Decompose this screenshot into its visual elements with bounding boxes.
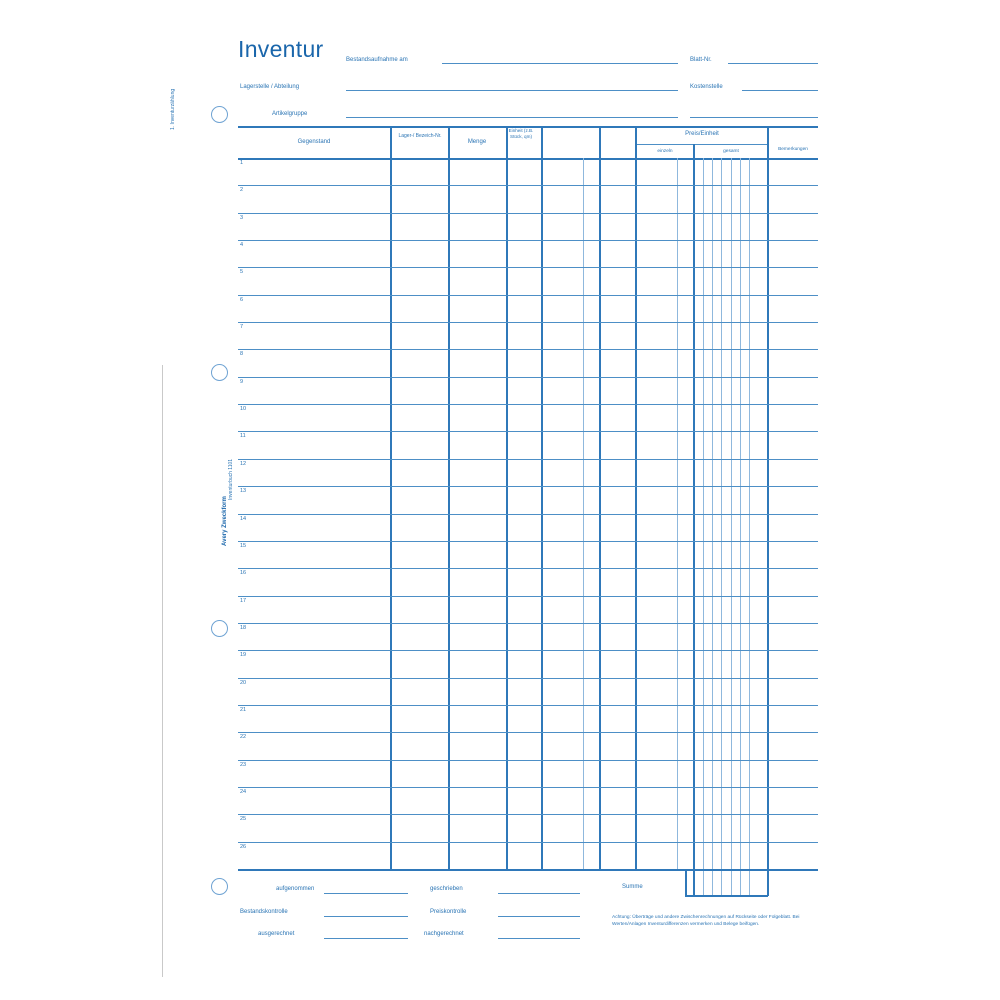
- col-header-lagerort: Lager-/ Bezeich-Nr.: [398, 133, 442, 139]
- table-row[interactable]: [250, 323, 818, 348]
- row-number: 25: [240, 816, 247, 823]
- field-artikelgruppe[interactable]: [346, 117, 678, 118]
- field-artikelgruppe-right[interactable]: [690, 117, 818, 118]
- table-row[interactable]: [250, 460, 818, 485]
- col-header-menge: Menge: [467, 139, 487, 145]
- table-row[interactable]: [250, 569, 818, 594]
- label-blatt: Blatt-Nr.: [690, 57, 712, 63]
- label-artikelgruppe: Artikelgruppe: [272, 111, 308, 117]
- row-number: 21: [240, 706, 247, 713]
- row-number: 24: [240, 788, 247, 795]
- row-number: 2: [240, 187, 244, 194]
- col-header-bemerkungen: Bemerkungen: [778, 147, 808, 152]
- field-ausgerechnet[interactable]: [324, 938, 408, 939]
- row-number: 12: [240, 460, 247, 467]
- label-bestandskontrolle: Bestandskontrolle: [240, 909, 288, 915]
- table-row[interactable]: [250, 241, 818, 266]
- table-row[interactable]: [250, 515, 818, 540]
- product-code-text: Inventurbuch 1101: [228, 458, 234, 500]
- table-row[interactable]: [250, 296, 818, 321]
- label-preiskontrolle: Preiskontrolle: [430, 909, 467, 915]
- summe-field[interactable]: [686, 870, 767, 895]
- row-number: 6: [240, 296, 244, 303]
- brand-logo: Avery Zweckform: [222, 496, 228, 546]
- table-row[interactable]: [250, 815, 818, 840]
- table-row[interactable]: [250, 432, 818, 457]
- row-number: 3: [240, 214, 244, 221]
- label-geschrieben: geschrieben: [430, 886, 463, 892]
- label-summe: Summe: [622, 884, 643, 890]
- table-row[interactable]: [250, 843, 818, 868]
- row-number: 23: [240, 761, 247, 768]
- row-number: 17: [240, 597, 247, 604]
- col-header-gesamt: gesamt: [723, 149, 739, 154]
- field-nachgerechnet[interactable]: [498, 938, 580, 939]
- price-subheader-line: [636, 144, 768, 145]
- field-preiskontrolle[interactable]: [498, 916, 580, 917]
- table-row[interactable]: [250, 761, 818, 786]
- field-bestandsaufnahme[interactable]: [442, 63, 678, 64]
- table-row[interactable]: [250, 706, 818, 731]
- row-number: 9: [240, 378, 244, 385]
- form-title: Inventur: [238, 36, 324, 62]
- punch-hole: [211, 364, 228, 381]
- row-number: 19: [240, 652, 247, 659]
- table-row[interactable]: [250, 350, 818, 375]
- table-row[interactable]: [250, 788, 818, 813]
- table-row[interactable]: [250, 487, 818, 512]
- table-row[interactable]: [250, 268, 818, 293]
- table-row[interactable]: [250, 214, 818, 239]
- row-number: 18: [240, 624, 247, 631]
- row-number: 16: [240, 570, 247, 577]
- col-header-gegenstand: Gegenstand: [297, 139, 331, 145]
- row-number: 15: [240, 542, 247, 549]
- row-number: 7: [240, 324, 244, 331]
- row-number: 8: [240, 351, 244, 358]
- field-lagerstelle[interactable]: [346, 90, 678, 91]
- field-aufgenommen[interactable]: [324, 893, 408, 894]
- table-row[interactable]: [250, 378, 818, 403]
- field-kostenstelle[interactable]: [742, 90, 818, 91]
- punch-hole: [211, 106, 228, 123]
- table-row[interactable]: [250, 651, 818, 676]
- label-lagerstelle: Lagerstelle / Abteilung: [240, 84, 300, 90]
- margin-note-text: 1. Inventurzählung: [170, 88, 176, 130]
- row-number: 4: [240, 242, 244, 249]
- label-bestandsaufnahme: Bestandsaufnahme am: [346, 57, 408, 63]
- table-row[interactable]: [250, 405, 818, 430]
- table-row[interactable]: [250, 597, 818, 622]
- table-row[interactable]: [250, 624, 818, 649]
- row-number: 20: [240, 679, 247, 686]
- row-number: 1: [240, 160, 244, 166]
- col-header-preis: Preis/Einheit: [685, 131, 719, 137]
- punch-hole: [211, 620, 228, 637]
- table-row[interactable]: [250, 542, 818, 567]
- label-aufgenommen: aufgenommen: [276, 886, 315, 892]
- label-ausgerechnet: ausgerechnet: [258, 931, 295, 937]
- table-row[interactable]: [250, 733, 818, 758]
- field-geschrieben[interactable]: [498, 893, 580, 894]
- col-header-einzeln: einzeln: [657, 149, 673, 154]
- footer-note: Achtung: Überträge und andere Zwischenrechnungen auf Rückseite oder Folgeblatt. Bei Werten/Anlagen Inventurdifferenzen vermerken und Belege beifügen.: [612, 915, 800, 927]
- row-number: 11: [240, 433, 246, 440]
- row-number: 14: [240, 515, 247, 522]
- row-number: 22: [240, 734, 247, 741]
- field-bestandskontrolle[interactable]: [324, 916, 408, 917]
- row-number: 5: [240, 269, 244, 276]
- table-row[interactable]: [250, 679, 818, 704]
- label-kostenstelle: Kostenstelle: [690, 84, 723, 90]
- page-left-edge: [162, 365, 163, 977]
- punch-hole: [211, 878, 228, 895]
- row-number: 26: [240, 843, 247, 850]
- field-blatt[interactable]: [728, 63, 818, 64]
- col-header-einheit: Einheit (z.B. Stück, qm): [508, 128, 534, 139]
- row-number: 13: [240, 488, 247, 495]
- summe-box-bottom: [685, 895, 768, 897]
- table-row[interactable]: [250, 186, 818, 211]
- row-number: 10: [240, 406, 247, 413]
- table-row[interactable]: [250, 159, 818, 184]
- label-nachgerechnet: nachgerechnet: [424, 931, 464, 937]
